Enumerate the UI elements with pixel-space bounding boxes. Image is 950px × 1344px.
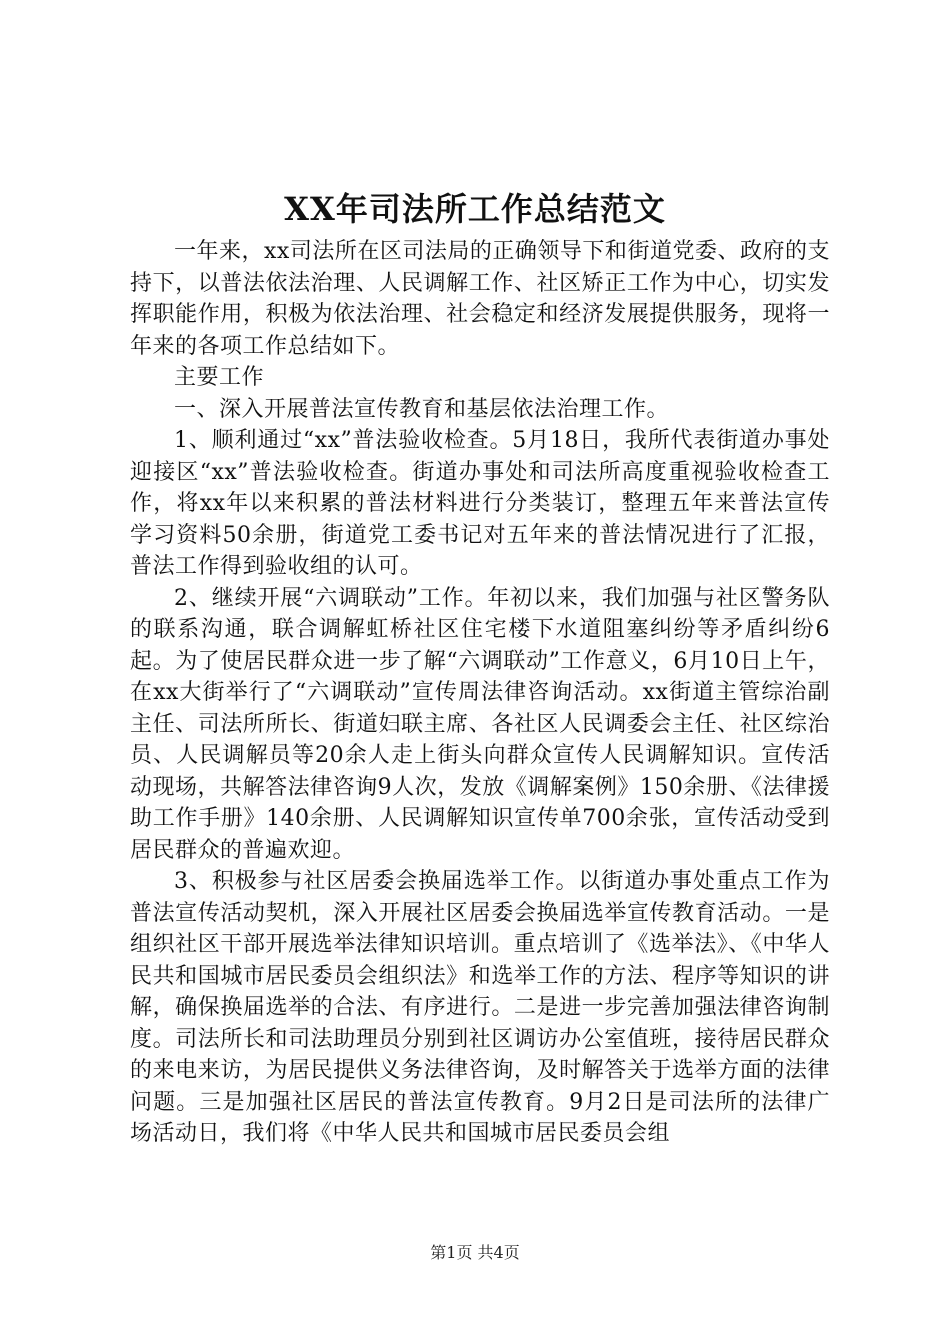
document-title: XX年司法所工作总结范文 <box>284 190 666 228</box>
page-footer: 第1页 共4页 <box>430 1243 520 1262</box>
paragraph-section-one: 一、深入开展普法宣传教育和基层依法治理工作。 <box>174 396 670 422</box>
paragraph-item-1: 1、顺利通过“xx”普法验收检查。5月18日，我所代表街道办事处迎接区“xx”普法验收检查。街道办事处和司法所高度重视验收检查工作，将xx年以来积累的普法材料进行分类装订，整理五年来普法宣传学习资料50余册，街道党工委书记对五年来的普法情况进行了汇报，普法工作得到验收组的认可。 <box>130 428 830 579</box>
paragraph-heading-main-work: 主要工作 <box>174 365 265 390</box>
paragraph-item-3: 3、积极参与社区居委会换届选举工作。以街道办事处重点工作为普法宣传活动契机，深入开展社区居委会换届选举宣传教育活动。一是组织社区干部开展选举法律知识培训。重点培训了《选举法》、《中华人民共和国城市居民委员会组织法》和选举工作的方法、程序等知识的讲解，确保换届选举的合法、有序进行。二是进一步完善加强法律咨询制度。司法所长和司法助理员分别到社区调访办公室值班，接待居民群众的来电来访，为居民提供义务法律咨询，及时解答关于选举方面的法律问题。三是加强社区居民的普法宣传教育。9月2日是司法所的法律广场活动日，我们将《中华人民共和国城市居民委员会组 <box>130 869 830 1146</box>
document-body <box>130 236 830 1150</box>
paragraph-item-2: 2、继续开展“六调联动”工作。年初以来，我们加强与社区警务队的联系沟通，联合调解虹桥社区住宅楼下水道阻塞纠纷等矛盾纠纷6起。为了使居民群众进一步了解“六调联动”工作意义，6月10日上午，在xx大街举行了“六调联动”宣传周法律咨询活动。xx街道主管综治副主任、司法所所长、街道妇联主席、各社区人民调委会主任、社区综治员、人民调解员等20余人走上街头向群众宣传人民调解知识。宣传活动现场，共解答法律咨询9人次，发放《调解案例》150余册、《法律援助工作手册》140余册、人民调解知识宣传单700余张，宣传活动受到居民群众的普遍欢迎。 <box>130 585 830 863</box>
paragraph-intro: 一年来，xx司法所在区司法局的正确领导下和街道党委、政府的支持下，以普法依法治理、人民调解工作、社区矫正工作为中心，切实发挥职能作用，积极为依法治理、社会稳定和经济发展提供服务，现将一年来的各项工作总结如下。 <box>130 239 830 359</box>
